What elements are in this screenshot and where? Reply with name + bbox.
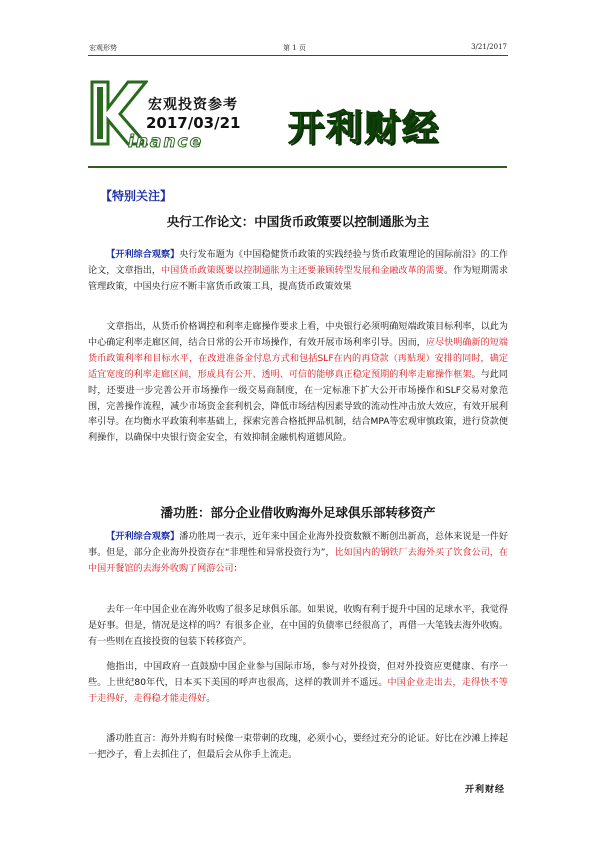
article1-observation-tag: 【开利综合观察】 (106, 250, 180, 260)
article2-p3-text-a: 他指出，中国政府一直鼓励中国企业参与国际市场，参与对外投资，但对外投资应更健康、有序一些。上世纪80年代，日本买下美国的呼声也很高，这样的教训并不遥远。 (88, 662, 508, 688)
masthead-subtitle: 宏观投资参考 (148, 97, 238, 113)
section-tag: 【特别关注】 (100, 189, 173, 203)
article1-paragraph-2 (88, 320, 508, 447)
article2-p1-highlight: 比如国内的钢铁厂去海外买了饮食公司，在中国开餐馆的去海外收购了网游公司 (88, 547, 508, 574)
article2-paragraph-2: 去年一年中国企业在海外收购了很多足球俱乐部。如果说，收购有利于提升中国的足球水平，我觉得是好事。但是，情况是这样的吗？有很多企业，在中国的负债率已经很高了，再借一大笔钱去海外收购。有一些则在直接投资的包装下转移资产。 (88, 605, 508, 647)
header-date: 3/21/2017 (471, 43, 507, 51)
header-page-number: 第 1 页 (283, 44, 306, 52)
article1-p2-text-a: 文章指出，从货币价格调控和利率走廊操作要求上看，中央银行必须明确短端政策目标利率，以此为中心确定利率走廊区间，结合日常的公开市场操作，有效开展市场利率引导。因而， (88, 322, 508, 348)
header-section-label: 宏观形势 (89, 44, 117, 52)
article1-p1-highlight: 中国货币政策既要以控制通胀为主还要兼顾转型发展和金融改革的需要 (161, 265, 445, 276)
article1-paragraph-1 (88, 248, 508, 296)
footer-brand: 开利财经 (464, 785, 505, 795)
article1-p1-text-a: 央行发布题为《中国稳健货币政策的实践经验与货币政策理论的国际前沿》的工作论文，文章指出， (88, 250, 508, 276)
masthead (88, 70, 518, 170)
article2-p1-text-a: 潘功胜周一表示，近年来中国企业海外投资数额不断创出新高，总体来说是一件好事。但是，部分企业海外投资存在“非理性和异常投资行为”， (88, 532, 508, 558)
masthead-finance-wordmark: inance (128, 132, 204, 152)
masthead-brand: 开利财经 (288, 108, 441, 149)
article2-p3-highlight: 中国企业走出去，走得快不等于走得好，走得稳才能走得好 (88, 677, 508, 704)
article2-paragraph-4: 潘功胜直言：海外并购有时候像一束带刺的玫瑰，必须小心，要经过充分的论证。好比在沙滩上捧起一把沙子，看上去抓住了，但最后会从你手上流走。 (88, 734, 508, 760)
article2-observation-tag: 【开利综合观察】 (106, 532, 180, 542)
article2-paragraph-1 (88, 530, 508, 578)
header-rule (88, 55, 508, 56)
masthead-rule (88, 166, 507, 168)
article1-p2-text-b: 。与此同时，还要进一步完善公开市场操作一级交易商制度，在一定标准下扩大公开市场操作和SLF交易对象范围，完善操作流程，减少市场资金套利机会，降低市场结构因素导致的流动性冲击放大效应，有效开展利率引导。在均衡水平政策利率基础上，探索完善合格抵押品机制，结合MPA等宏观审慎政策，进行贷款便利操作，以确保中央银行资金安全，有效抑制金融机构道德风险。 (88, 369, 508, 444)
masthead-date: 2017/03/21 (146, 114, 241, 132)
article1-title: 央行工作论文：中国货币政策要以控制通胀为主 (166, 214, 430, 229)
article2-paragraph-3 (88, 660, 508, 708)
article2-p3-text-b: 。 (206, 693, 216, 704)
article1-p2-highlight: 应尽快明确新的短端货币政策利率和目标水平，在改进准备金付息方式和包括SLF在内的再贷款（再贴现）安排的同时，确定适宜宽度的利率走廊区间，形成具有公开、透明、可信的能够真正稳定预期的利率走廊操作框架 (88, 337, 508, 380)
article2-p1-text-b: ： (233, 563, 243, 574)
article2-title: 潘功胜：部分企业借收购海外足球俱乐部转移资产 (160, 505, 436, 520)
article1-p1-text-b: 。作为短期需求管理政策，中国央行应不断丰富货币政策工具，提高货币政策效果 (88, 265, 508, 292)
